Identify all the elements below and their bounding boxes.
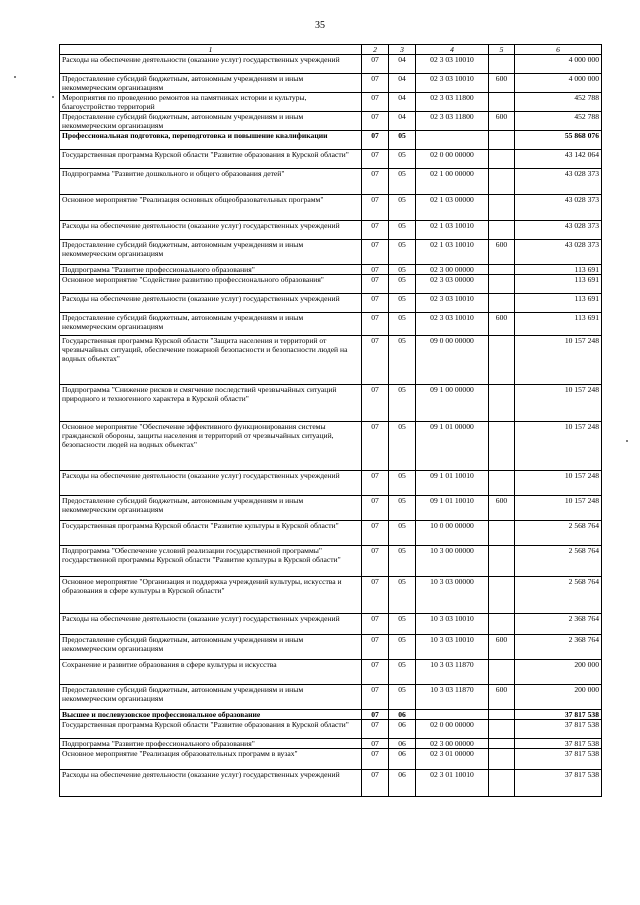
cell-rz: 07: [362, 221, 389, 240]
scan-speck: [626, 440, 628, 442]
cell-rz: 07: [362, 546, 389, 577]
cell-pr: 05: [389, 169, 416, 195]
table-row: [60, 635, 602, 660]
cell-vr: [489, 720, 515, 739]
cell-csr: 09 1 01 10010: [416, 471, 489, 496]
cell-rz: 07: [362, 240, 389, 265]
cell-csr: 09 1 01 00000: [416, 422, 489, 471]
cell-pr: 04: [389, 112, 416, 131]
cell-csr: 10 3 03 00000: [416, 577, 489, 614]
cell-rz: 07: [362, 710, 389, 720]
cell-pr: 05: [389, 496, 416, 521]
cell-name: Основное мероприятие "Содействие развитию профессионального образования": [60, 275, 362, 294]
table-row: [60, 614, 602, 635]
cell-pr: 06: [389, 770, 416, 797]
table-row: [60, 577, 602, 614]
cell-sum: 113 691: [515, 265, 602, 275]
cell-csr: 02 3 03 10010: [416, 55, 489, 74]
cell-csr: 02 3 01 00000: [416, 749, 489, 770]
cell-rz: 07: [362, 635, 389, 660]
table-row: [60, 294, 602, 313]
table-row: [60, 313, 602, 336]
cell-vr: 600: [489, 496, 515, 521]
cell-pr: 05: [389, 221, 416, 240]
cell-rz: 07: [362, 265, 389, 275]
table-row: [60, 749, 602, 770]
cell-pr: 05: [389, 294, 416, 313]
cell-sum: 37 817 538: [515, 770, 602, 797]
table-body: [60, 55, 602, 797]
cell-name: Основное мероприятие "Реализация образовательных программ в вузах": [60, 749, 362, 770]
cell-rz: 07: [362, 422, 389, 471]
cell-pr: 04: [389, 93, 416, 112]
table-row: [60, 169, 602, 195]
cell-sum: 2 568 764: [515, 546, 602, 577]
cell-csr: 02 3 01 10010: [416, 770, 489, 797]
cell-name: Подпрограмма "Развитие профессионального образования": [60, 265, 362, 275]
cell-rz: 07: [362, 93, 389, 112]
cell-rz: 07: [362, 614, 389, 635]
table-row: [60, 240, 602, 265]
cell-vr: [489, 422, 515, 471]
header-cell-vr: 5: [489, 45, 515, 55]
cell-sum: 10 157 248: [515, 422, 602, 471]
cell-csr: 10 3 03 11870: [416, 685, 489, 710]
cell-vr: [489, 546, 515, 577]
cell-rz: 07: [362, 660, 389, 685]
cell-pr: 06: [389, 720, 416, 739]
cell-csr: 09 1 01 10010: [416, 496, 489, 521]
cell-vr: 600: [489, 240, 515, 265]
cell-vr: [489, 660, 515, 685]
table-row: [60, 195, 602, 221]
table-row: [60, 55, 602, 74]
cell-name: Расходы на обеспечение деятельности (оказание услуг) государственных учреждений: [60, 471, 362, 496]
cell-pr: 05: [389, 521, 416, 546]
cell-sum: 43 028 373: [515, 240, 602, 265]
cell-name: Основное мероприятие "Организация и поддержка учреждений культуры, искусства и образования в сфере культуры в Курской области": [60, 577, 362, 614]
cell-name: Высшее и послевузовское профессиональное образование: [60, 710, 362, 720]
table-row: [60, 131, 602, 150]
cell-pr: 06: [389, 749, 416, 770]
cell-csr: 10 3 03 10010: [416, 635, 489, 660]
cell-rz: 07: [362, 496, 389, 521]
cell-vr: [489, 195, 515, 221]
cell-sum: 2 568 764: [515, 521, 602, 546]
table-row: [60, 93, 602, 112]
cell-vr: [489, 710, 515, 720]
cell-csr: 02 1 03 10010: [416, 221, 489, 240]
scan-speck: [52, 96, 54, 98]
table-row: [60, 221, 602, 240]
cell-sum: 2 368 764: [515, 614, 602, 635]
cell-name: Подпрограмма "Развитие дошкольного и общего образования детей": [60, 169, 362, 195]
cell-pr: 05: [389, 131, 416, 150]
cell-pr: 04: [389, 55, 416, 74]
cell-vr: 600: [489, 112, 515, 131]
cell-vr: [489, 521, 515, 546]
cell-csr: 10 0 00 00000: [416, 521, 489, 546]
cell-name: Профессиональная подготовка, переподготовка и повышение квалификации: [60, 131, 362, 150]
cell-pr: 05: [389, 660, 416, 685]
header-cell-name: 1: [60, 45, 362, 55]
cell-name: Государственная программа Курской области "Развитие культуры в Курской области": [60, 521, 362, 546]
cell-csr: 02 1 00 00000: [416, 169, 489, 195]
table-row: [60, 336, 602, 385]
cell-sum: 452 788: [515, 93, 602, 112]
cell-csr: 02 3 03 11800: [416, 93, 489, 112]
cell-vr: [489, 265, 515, 275]
table-row: [60, 546, 602, 577]
cell-name: Предоставление субсидий бюджетным, автономным учреждениям и иным некоммерческим организациям: [60, 240, 362, 265]
cell-sum: 4 000 000: [515, 55, 602, 74]
table-row: [60, 720, 602, 739]
cell-rz: 07: [362, 685, 389, 710]
cell-pr: 04: [389, 74, 416, 93]
cell-sum: 10 157 248: [515, 336, 602, 385]
cell-rz: 07: [362, 336, 389, 385]
cell-csr: [416, 131, 489, 150]
cell-sum: 43 028 373: [515, 169, 602, 195]
cell-pr: 05: [389, 471, 416, 496]
cell-csr: [416, 710, 489, 720]
cell-pr: 05: [389, 546, 416, 577]
cell-sum: 4 000 000: [515, 74, 602, 93]
cell-csr: 02 3 03 11800: [416, 112, 489, 131]
cell-sum: 37 817 538: [515, 749, 602, 770]
cell-csr: 02 0 00 00000: [416, 720, 489, 739]
cell-pr: 05: [389, 313, 416, 336]
cell-pr: 05: [389, 422, 416, 471]
header-cell-rz: 2: [362, 45, 389, 55]
cell-name: Предоставление субсидий бюджетным, автономным учреждениям и иным некоммерческим организациям: [60, 313, 362, 336]
cell-vr: [489, 55, 515, 74]
header-row: [60, 45, 602, 55]
table-row: [60, 685, 602, 710]
cell-csr: 02 3 03 00000: [416, 275, 489, 294]
cell-csr: 02 3 00 00000: [416, 739, 489, 749]
cell-name: Мероприятия по проведению ремонтов на памятниках истории и культуры, благоустройство территорий: [60, 93, 362, 112]
cell-vr: [489, 739, 515, 749]
table-row: [60, 660, 602, 685]
cell-sum: 2 568 764: [515, 577, 602, 614]
header-cell-sum: 6: [515, 45, 602, 55]
table-row: [60, 496, 602, 521]
cell-vr: [489, 275, 515, 294]
cell-name: Основное мероприятие "Обеспечение эффективного функционирования системы гражданской обороны, защиты населения и территорий от чрезвычайных ситуаций, безопасности людей на водных объектах": [60, 422, 362, 471]
cell-rz: 07: [362, 112, 389, 131]
table-row: [60, 739, 602, 749]
scan-speck: [14, 76, 16, 78]
cell-name: Подпрограмма "Обеспечение условий реализации государственной программы" государственной программы Курской области "Развитие культуры в Курской области": [60, 546, 362, 577]
cell-sum: 37 817 538: [515, 710, 602, 720]
cell-name: Расходы на обеспечение деятельности (оказание услуг) государственных учреждений: [60, 221, 362, 240]
cell-sum: 37 817 538: [515, 739, 602, 749]
cell-name: Сохранение и развитие образования в сфере культуры и искусства: [60, 660, 362, 685]
cell-pr: 05: [389, 240, 416, 265]
cell-rz: 07: [362, 521, 389, 546]
cell-rz: 07: [362, 195, 389, 221]
cell-vr: [489, 749, 515, 770]
cell-pr: 05: [389, 635, 416, 660]
cell-pr: 05: [389, 275, 416, 294]
cell-vr: [489, 770, 515, 797]
cell-sum: 55 868 076: [515, 131, 602, 150]
cell-rz: 07: [362, 275, 389, 294]
cell-pr: 05: [389, 336, 416, 385]
cell-vr: [489, 614, 515, 635]
table-row: [60, 521, 602, 546]
cell-csr: 02 1 03 00000: [416, 195, 489, 221]
cell-name: Предоставление субсидий бюджетным, автономным учреждениям и иным некоммерческим организациям: [60, 74, 362, 93]
cell-sum: 43 028 373: [515, 195, 602, 221]
cell-name: Подпрограмма "Снижение рисков и смягчение последствий чрезвычайных ситуаций природного и техногенного характера в Курской области": [60, 385, 362, 422]
cell-csr: 02 0 00 00000: [416, 150, 489, 169]
cell-csr: 09 1 00 00000: [416, 385, 489, 422]
cell-vr: [489, 385, 515, 422]
cell-rz: 07: [362, 55, 389, 74]
cell-csr: 02 1 03 10010: [416, 240, 489, 265]
cell-pr: 06: [389, 710, 416, 720]
budget-table: [59, 44, 602, 797]
cell-csr: 09 0 00 00000: [416, 336, 489, 385]
cell-vr: 600: [489, 635, 515, 660]
cell-sum: 113 691: [515, 294, 602, 313]
cell-sum: 43 028 373: [515, 221, 602, 240]
cell-pr: 05: [389, 614, 416, 635]
table-row: [60, 275, 602, 294]
table-row: [60, 265, 602, 275]
cell-pr: 05: [389, 195, 416, 221]
cell-sum: 10 157 248: [515, 471, 602, 496]
table-row: [60, 150, 602, 169]
cell-vr: 600: [489, 74, 515, 93]
cell-pr: 05: [389, 577, 416, 614]
cell-name: Основное мероприятие "Реализация основных общеобразовательных программ": [60, 195, 362, 221]
cell-sum: 113 691: [515, 313, 602, 336]
cell-pr: 05: [389, 685, 416, 710]
cell-rz: 07: [362, 150, 389, 169]
cell-sum: 200 000: [515, 685, 602, 710]
cell-csr: 10 3 03 11870: [416, 660, 489, 685]
table-row: [60, 471, 602, 496]
cell-vr: [489, 336, 515, 385]
header-cell-pr: 3: [389, 45, 416, 55]
cell-vr: [489, 150, 515, 169]
cell-rz: 07: [362, 169, 389, 195]
cell-name: Государственная программа Курской области "Развитие образования в Курской области": [60, 720, 362, 739]
cell-pr: 05: [389, 265, 416, 275]
table-row: [60, 112, 602, 131]
cell-rz: 07: [362, 471, 389, 496]
cell-rz: 07: [362, 131, 389, 150]
cell-vr: 600: [489, 313, 515, 336]
cell-vr: [489, 93, 515, 112]
cell-sum: 10 157 248: [515, 385, 602, 422]
cell-csr: 02 3 00 00000: [416, 265, 489, 275]
cell-name: Государственная программа Курской области "Развитие образования в Курской области": [60, 150, 362, 169]
cell-name: Предоставление субсидий бюджетным, автономным учреждениям и иным некоммерческим организациям: [60, 635, 362, 660]
cell-rz: 07: [362, 74, 389, 93]
cell-vr: [489, 471, 515, 496]
cell-sum: 10 157 248: [515, 496, 602, 521]
cell-sum: 113 691: [515, 275, 602, 294]
cell-sum: 37 817 538: [515, 720, 602, 739]
cell-csr: 02 3 03 10010: [416, 313, 489, 336]
table-row: [60, 770, 602, 797]
table-row: [60, 422, 602, 471]
header-cell-csr: 4: [416, 45, 489, 55]
cell-csr: 10 3 03 10010: [416, 614, 489, 635]
cell-name: Предоставление субсидий бюджетным, автономным учреждениям и иным некоммерческим организациям: [60, 112, 362, 131]
cell-csr: 02 3 03 10010: [416, 294, 489, 313]
cell-rz: 07: [362, 577, 389, 614]
cell-vr: [489, 294, 515, 313]
cell-pr: 05: [389, 385, 416, 422]
cell-rz: 07: [362, 720, 389, 739]
cell-vr: [489, 131, 515, 150]
cell-sum: 200 000: [515, 660, 602, 685]
cell-name: Расходы на обеспечение деятельности (оказание услуг) государственных учреждений: [60, 294, 362, 313]
cell-name: Предоставление субсидий бюджетным, автономным учреждениям и иным некоммерческим организациям: [60, 496, 362, 521]
cell-pr: 05: [389, 150, 416, 169]
cell-rz: 07: [362, 749, 389, 770]
cell-sum: 43 142 064: [515, 150, 602, 169]
cell-vr: [489, 577, 515, 614]
cell-pr: 06: [389, 739, 416, 749]
cell-name: Расходы на обеспечение деятельности (оказание услуг) государственных учреждений: [60, 55, 362, 74]
cell-rz: 07: [362, 770, 389, 797]
cell-csr: 02 3 03 10010: [416, 74, 489, 93]
table-row: [60, 74, 602, 93]
cell-sum: 2 368 764: [515, 635, 602, 660]
cell-name: Государственная программа Курской области "Защита населения и территорий от чрезвычайных ситуаций, обеспечение пожарной безопасности и безопасности людей на водных объектах": [60, 336, 362, 385]
table-row: [60, 710, 602, 720]
cell-rz: 07: [362, 294, 389, 313]
cell-vr: [489, 169, 515, 195]
page-number: 35: [315, 20, 325, 31]
cell-rz: 07: [362, 385, 389, 422]
cell-rz: 07: [362, 313, 389, 336]
cell-sum: 452 788: [515, 112, 602, 131]
cell-name: Расходы на обеспечение деятельности (оказание услуг) государственных учреждений: [60, 614, 362, 635]
cell-name: Подпрограмма "Развитие профессионального образования": [60, 739, 362, 749]
table-row: [60, 385, 602, 422]
cell-csr: 10 3 00 00000: [416, 546, 489, 577]
cell-vr: [489, 221, 515, 240]
cell-vr: 600: [489, 685, 515, 710]
cell-name: Расходы на обеспечение деятельности (оказание услуг) государственных учреждений: [60, 770, 362, 797]
cell-rz: 07: [362, 739, 389, 749]
cell-name: Предоставление субсидий бюджетным, автономным учреждениям и иным некоммерческим организациям: [60, 685, 362, 710]
